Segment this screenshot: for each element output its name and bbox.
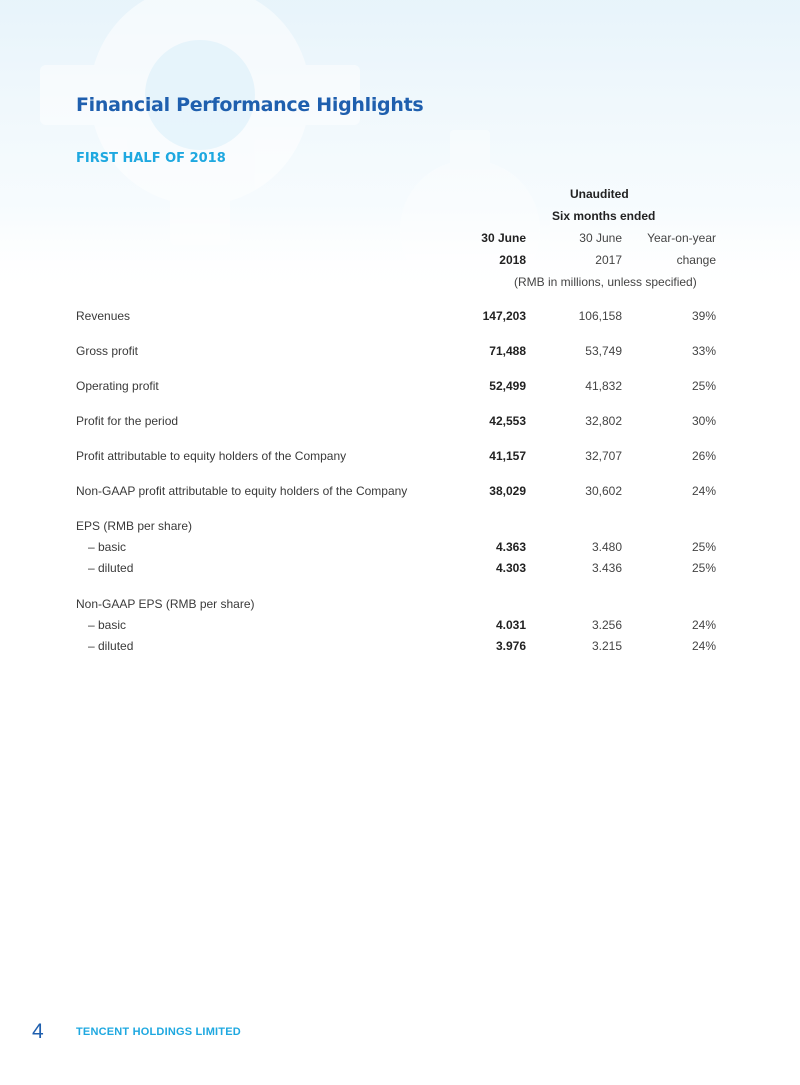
value-2017: 30,602 [585, 484, 622, 498]
row-label: – basic [88, 618, 127, 632]
value-2017: 41,832 [585, 379, 622, 393]
value-change: 39% [691, 309, 716, 323]
row-label: Non-GAAP profit attributable to equity holders of the Company [76, 484, 408, 498]
page-title: Financial Performance Highlights [76, 94, 424, 116]
value-2018: 4.031 [495, 618, 526, 632]
header-six-months-ended: Six months ended [552, 209, 656, 223]
row-label: – diluted [88, 561, 134, 575]
table-row [0, 540, 800, 560]
value-2018: 4.303 [495, 561, 526, 575]
row-label: – basic [88, 540, 127, 554]
value-2018: 71,488 [489, 344, 526, 358]
table-row [0, 484, 800, 504]
section-title: FIRST HALF OF 2018 [76, 151, 226, 166]
row-label: – diluted [88, 639, 134, 653]
value-2017: 32,707 [585, 449, 622, 463]
value-change: 25% [691, 561, 716, 575]
company-name: TENCENT HOLDINGS LIMITED [76, 1026, 241, 1038]
table-row [0, 414, 800, 434]
row-label: Gross profit [76, 344, 139, 358]
value-2017: 3.215 [591, 639, 622, 653]
value-2018: 41,157 [489, 449, 526, 463]
value-2017: 3.256 [591, 618, 622, 632]
table-row [0, 309, 800, 329]
value-2018: 52,499 [489, 379, 526, 393]
non-gaap-eps-heading: Non-GAAP EPS (RMB per share) [76, 597, 255, 611]
value-2018: 38,029 [489, 484, 526, 498]
value-2017: 3.436 [591, 561, 622, 575]
header-col3-line2: change [676, 253, 716, 267]
header-col1-line1: 30 June [481, 231, 526, 245]
value-2017: 3.480 [591, 540, 622, 554]
non-gaap-eps-heading-row [0, 597, 800, 617]
value-change: 25% [691, 540, 716, 554]
header-col3-line1: Year-on-year [647, 231, 716, 245]
value-change: 24% [691, 618, 716, 632]
header-unaudited: Unaudited [570, 187, 629, 201]
row-label: Profit for the period [76, 414, 179, 428]
header-units: (RMB in millions, unless specified) [514, 275, 697, 289]
table-row [0, 618, 800, 638]
value-2018: 3.976 [495, 639, 526, 653]
header-col1-line2: 2018 [499, 253, 526, 267]
value-2018: 42,553 [489, 414, 526, 428]
value-change: 30% [691, 414, 716, 428]
table-row [0, 379, 800, 399]
table-row [0, 449, 800, 469]
table-row [0, 344, 800, 364]
header-col2-line2: 2017 [595, 253, 622, 267]
row-label: Profit attributable to equity holders of the Company [76, 449, 347, 463]
value-2017: 106,158 [578, 309, 622, 323]
table-row [0, 561, 800, 581]
value-change: 24% [691, 484, 716, 498]
page-number: 4 [32, 1020, 44, 1043]
header-col2-line1: 30 June [579, 231, 622, 245]
value-change: 25% [691, 379, 716, 393]
value-change: 26% [691, 449, 716, 463]
eps-heading-row [0, 519, 800, 539]
value-2017: 32,802 [585, 414, 622, 428]
value-2017: 53,749 [585, 344, 622, 358]
value-change: 33% [691, 344, 716, 358]
value-change: 24% [691, 639, 716, 653]
value-2018: 147,203 [482, 309, 526, 323]
eps-heading: EPS (RMB per share) [76, 519, 193, 533]
value-2018: 4.363 [495, 540, 526, 554]
row-label: Operating profit [76, 379, 159, 393]
table-row [0, 639, 800, 659]
row-label: Revenues [76, 309, 131, 323]
